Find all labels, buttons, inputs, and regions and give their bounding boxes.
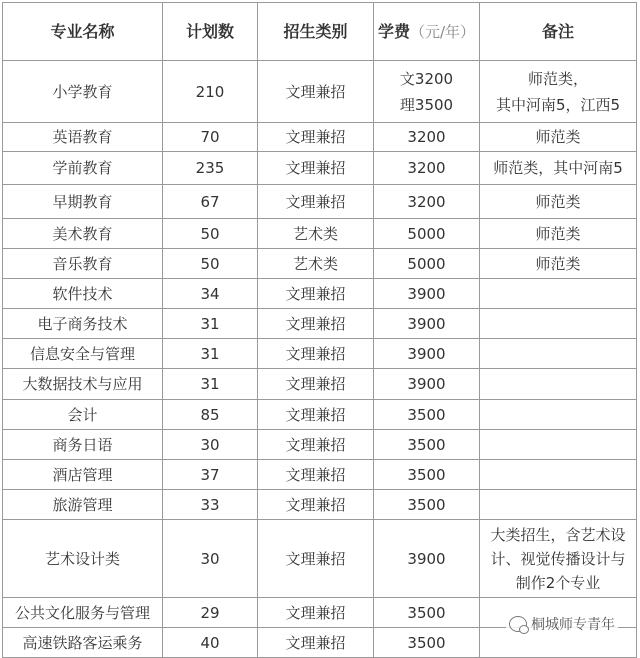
cell-name: 早期教育 [3,185,163,219]
cell-note [480,490,637,520]
cell-note [480,61,637,123]
cell-fee [374,369,480,400]
cell-category: 艺术类 [258,249,374,279]
cell-name: 高速铁路客运乘务 [3,628,163,658]
cell-category: 艺术类 [258,219,374,249]
watermark [506,613,618,635]
fee-line: 5000 [407,224,446,243]
cell-category: 文理兼招 [258,279,374,309]
watermark-text: 桐城师专青年 [531,617,615,633]
note-line: 师范类，其中河南5 [493,159,623,177]
table-row [3,400,637,430]
cell-fee [374,279,480,309]
fee-line: 3200 [407,192,446,211]
note-line: 师范类， [527,69,588,88]
cell-name: 小学教育 [3,61,163,123]
cell-plan: 34 [163,279,258,309]
cell-plan: 31 [163,309,258,339]
wechat-icon [509,616,527,632]
cell-name: 音乐教育 [3,249,163,279]
fee-line: 3900 [407,344,446,363]
cell-category: 文理兼招 [258,490,374,520]
fee-line: 5000 [407,254,446,273]
cell-plan: 29 [163,598,258,628]
cell-category: 文理兼招 [258,152,374,185]
cell-name: 大数据技术与应用 [3,369,163,400]
cell-note [480,123,637,152]
cell-name: 信息安全与管理 [3,339,163,369]
cell-note [480,460,637,490]
cell-plan: 33 [163,490,258,520]
cell-note [480,400,637,430]
table-row [3,339,637,369]
cell-fee [374,123,480,152]
cell-plan: 40 [163,628,258,658]
cell-plan: 70 [163,123,258,152]
cell-name: 软件技术 [3,279,163,309]
cell-name: 学前教育 [3,152,163,185]
note-line: 师范类 [535,254,581,273]
cell-plan: 31 [163,339,258,369]
cell-fee [374,460,480,490]
cell-category: 文理兼招 [258,460,374,490]
cell-category: 文理兼招 [258,598,374,628]
cell-plan: 85 [163,400,258,430]
cell-plan: 50 [163,249,258,279]
note-line: 师范类 [535,224,581,243]
fee-line: 文3200 [399,69,454,88]
cell-plan: 210 [163,61,258,123]
cell-name: 公共文化服务与管理 [3,598,163,628]
cell-plan: 37 [163,460,258,490]
cell-note [480,339,637,369]
cell-fee [374,400,480,430]
header-fee-unit: （元/年） [409,22,476,41]
cell-note [480,185,637,219]
cell-note [480,219,637,249]
header-note: 备注 [480,3,637,61]
enrollment-plan-table [2,2,637,658]
cell-name: 旅游管理 [3,490,163,520]
fee-line: 3500 [407,435,446,454]
cell-category: 文理兼招 [258,185,374,219]
cell-category: 文理兼招 [258,400,374,430]
cell-fee [374,219,480,249]
cell-note [480,249,637,279]
table-row [3,152,637,185]
cell-fee [374,520,480,598]
fee-line: 3500 [407,495,446,514]
cell-note [480,369,637,400]
note-line: 制作2个专业 [515,573,601,592]
cell-note [480,152,637,185]
cell-fee [374,309,480,339]
cell-fee [374,339,480,369]
cell-category: 文理兼招 [258,520,374,598]
table-row [3,309,637,339]
cell-fee [374,61,480,123]
note-line: 其中河南5，江西5 [495,95,621,114]
table-row [3,185,637,219]
table-row [3,369,637,400]
note-line: 师范类 [535,192,581,211]
table-row [3,249,637,279]
cell-category: 文理兼招 [258,369,374,400]
note-line: 大类招生，含艺术设 [490,525,626,544]
header-row [3,3,637,61]
cell-category: 文理兼招 [258,628,374,658]
header-category: 招生类别 [258,3,374,61]
cell-plan: 235 [163,152,258,185]
fee-line: 理3500 [399,95,454,114]
fee-line: 3200 [407,128,446,146]
fee-line: 3500 [407,405,446,424]
cell-category: 文理兼招 [258,123,374,152]
cell-fee [374,490,480,520]
table-row [3,123,637,152]
table-row [3,430,637,460]
cell-category: 文理兼招 [258,61,374,123]
cell-fee [374,152,480,185]
cell-name: 电子商务技术 [3,309,163,339]
cell-note [480,309,637,339]
fee-line: 3900 [407,314,446,333]
cell-fee [374,598,480,628]
cell-name: 会计 [3,400,163,430]
note-line: 计、视觉传播设计与 [490,549,626,568]
cell-note [480,430,637,460]
cell-note [480,520,637,598]
cell-plan: 31 [163,369,258,400]
note-line: 师范类 [535,128,581,146]
table-row [3,460,637,490]
fee-line: 3200 [407,159,446,177]
cell-name: 艺术设计类 [3,520,163,598]
cell-name: 英语教育 [3,123,163,152]
cell-note [480,279,637,309]
fee-line: 3900 [407,549,446,568]
cell-plan: 50 [163,219,258,249]
cell-plan: 67 [163,185,258,219]
fee-line: 3500 [407,465,446,484]
cell-name: 酒店管理 [3,460,163,490]
header-plan: 计划数 [163,3,258,61]
fee-line: 3900 [407,284,446,303]
table-row [3,490,637,520]
table-row [3,219,637,249]
header-name: 专业名称 [3,3,163,61]
header-fee [374,3,480,61]
cell-fee [374,185,480,219]
cell-fee [374,628,480,658]
cell-name: 美术教育 [3,219,163,249]
cell-category: 文理兼招 [258,309,374,339]
cell-category: 文理兼招 [258,430,374,460]
fee-line: 3500 [407,633,446,652]
cell-plan: 30 [163,430,258,460]
cell-fee [374,249,480,279]
cell-fee [374,430,480,460]
fee-line: 3500 [407,603,446,622]
cell-category: 文理兼招 [258,339,374,369]
table-row [3,279,637,309]
header-fee-label: 学费 [377,21,410,41]
table-row [3,520,637,598]
table-row [3,61,637,123]
cell-plan: 30 [163,520,258,598]
cell-name: 商务日语 [3,430,163,460]
fee-line: 3900 [407,375,446,393]
